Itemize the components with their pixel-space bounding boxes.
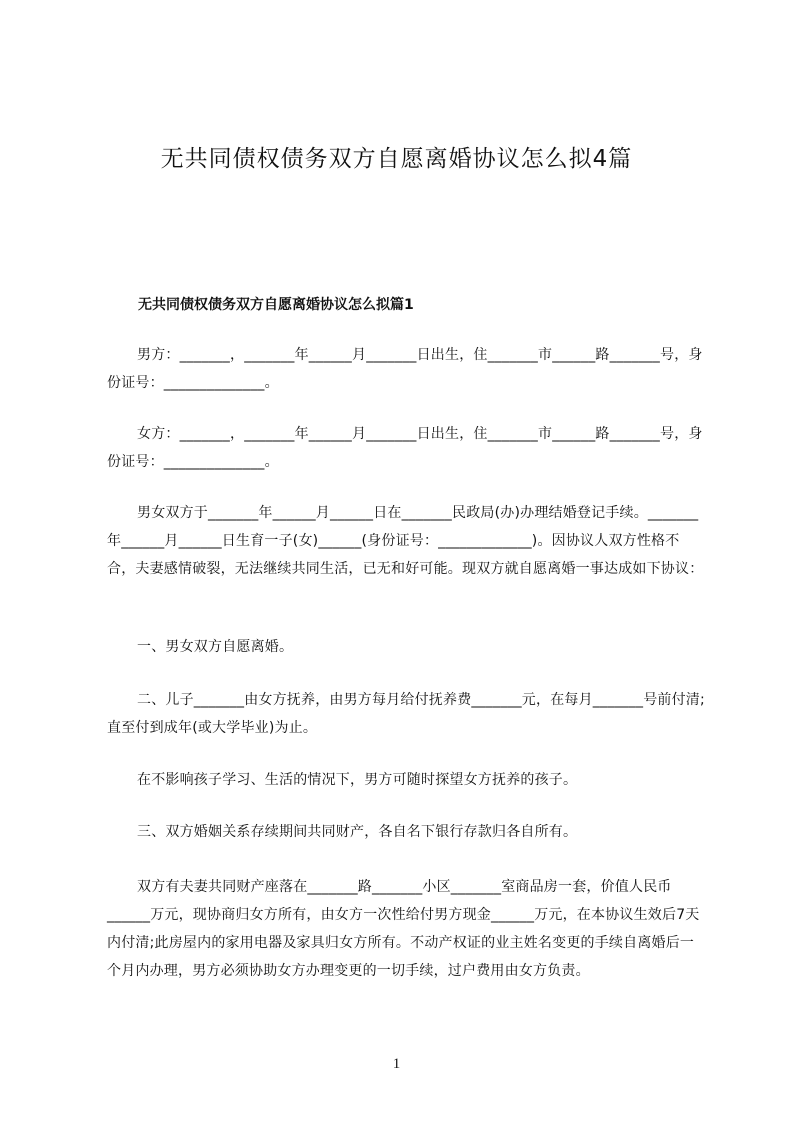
paragraph-male-party: 男方：_______，_______年______月_______日出生，住_______市______路_______号，身份证号：______________。 [107,347,703,391]
page-number: 1 [392,1056,401,1072]
paragraph-visitation: 在不影响孩子学习、生活的情况下，男方可随时探望女方抚养的孩子。 [137,772,578,788]
paragraph-clause-1: 一、男女双方自愿离婚。 [137,639,294,655]
paragraph-clause-3: 三、双方婚姻关系存续期间共同财产，各自名下银行存款归各自所有。 [137,824,578,840]
paragraph-marriage-info: 男女双方于_______年______月______日在_______民政局(办)办理结婚登记手续。_______年______月______日生育一子(女)______(身份证号：_____________)。因协议人双方性格不合，夫妻感情破裂，无法继续共同生活，已无和好可能。现双方就自愿离婚一事达成如下协议： [107,505,704,577]
paragraph-female-party: 女方：_______，_______年______月_______日出生，住_______市______路_______号，身份证号：______________。 [107,426,703,470]
paragraph-clause-2: 二、儿子_______由女方抚养，由男方每月给付抚养费_______元，在每月_______号前付清;直至付到成年(或大学毕业)为止。 [107,692,705,736]
section-title: 无共同债权债务双方自愿离婚协议怎么拟篇1 [138,297,414,313]
document-title: 无共同债权债务双方自愿离婚协议怎么拟4篇 [160,146,633,172]
paragraph-property: 双方有夫妻共同财产座落在_______路_______小区_______室商品房一套，价值人民币______万元，现协商归女方所有，由女方一次性给付男方现金______万元，在本协议生效后7天内付清;此房屋内的家用电器及家具归女方所有。不动产权证的业主姓名变更的手续自离婚后一个月内办理，男方必须协助女方办理变更的一切手续，过户费用由女方负责。 [107,879,700,979]
